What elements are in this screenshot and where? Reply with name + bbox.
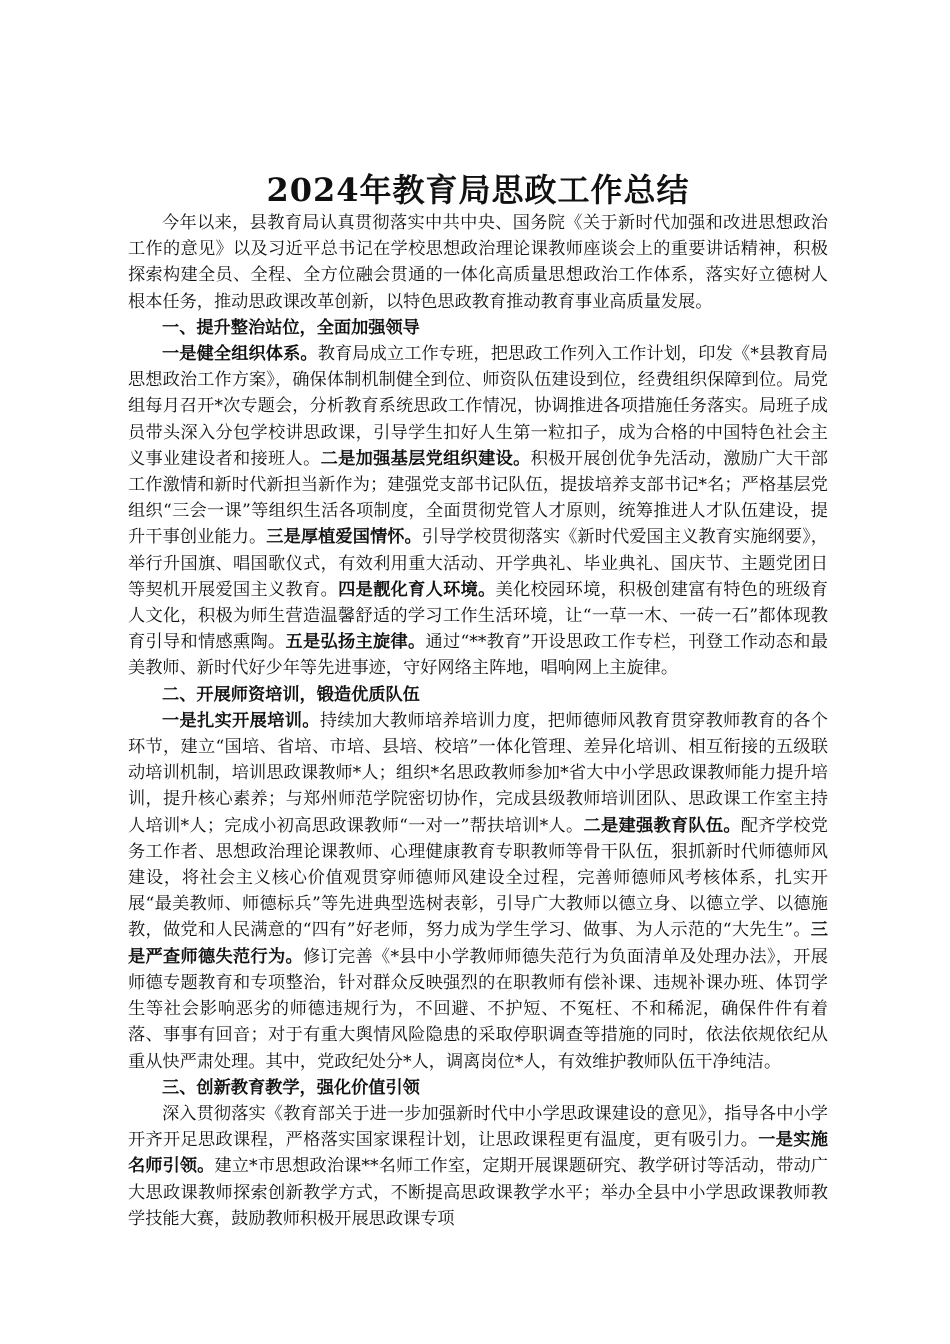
body-text: 美化校园环境，积极创建富有特色的班级育人文化，积极为师生营造温馨舒适的学习工作生活环境，让“一草一木、一砖一石”都体现教育引导和情感熏陶。 [128,579,828,653]
section-2-paragraph [128,708,828,1075]
section-heading-3: 三、创新教育教学，强化价值引领 [162,1077,420,1098]
lead-phrase: 二是加强基层党组织建设。 [320,448,531,469]
intro-paragraph: 今年以来，县教育局认真贯彻落实中共中央、国务院《关于新时代加强和改进思想政治工作的意见》以及习近平总书记在学校思想政治理论课教师座谈会上的重要讲话精神，积极探索构建全员、全程、全方位融会贯通的一体化高质量思想政治工作体系，落实好立德树人根本任务，推动思政课改革创新，以特色思政教育推动教育事业高质量发展。 [128,213,828,312]
section-heading-2: 二、开展师资培训，锻造优质队伍 [162,684,420,705]
body-text: 积极开展创优争先活动，激励广大干部工作激情和新时代新担当新作为；建强党支部书记队伍，提拔培养支部书记*名；严格基层党组织“三会一课”等组织生活各项制度，全面贯彻党管人才原则，统筹推进人才队伍建设，提升干事创业能力。 [128,448,828,548]
document-title: 2024年教育局思政工作总结 [266,171,690,209]
body-text: 配齐学校党务工作者、思想政治理论课教师、心理健康教育专职教师等骨干队伍，狠抓新时代师德师风建设，将社会主义核心价值观贯穿师德师风建设全过程，完善师德师风考核体系，扎实开展“最美教师、师德标兵”等先进典型选树表彰，引导广大教师以德立身、以德立学、以德施教，做党和人民满意的“四有”好老师，努力成为学生学习、做事、为人示范的“大先生”。 [128,815,828,941]
section-heading-1: 一、提升整治站位，全面加强领导 [162,317,420,338]
lead-phrase: 五是弘扬主旋律。 [285,632,426,653]
lead-phrase: 二是建强教育队伍。 [583,815,741,836]
body-text: 通过“**教育”开设思政工作专栏，刊登工作动态和最美教师、新时代好少年等先进事迹，守好网络主阵地，唱响网上主旋律。 [128,632,828,679]
body-text: 建立*市思想政治课**名师工作室，定期开展课题研究、教学研讨等活动，带动广大思政课教师探索创新教学方式，不断提高思政课教学水平；举办全县中小学思政课教师教学技能大赛，鼓励教师积极开展思政课专项 [128,1156,828,1229]
lead-phrase: 一是健全组织体系。 [162,344,318,365]
document-page [128,170,828,1232]
body-text: 教育局成立工作专班，把思政工作列入工作计划，印发《*县教育局思想政治工作方案》，确保体制机制健全到位、师资队伍建设到位，经费组织保障到位。局党组每月召开*次专题会，分析教育系统思政工作情况，协调推进各项措施任务落实。局班子成员带头深入分包学校讲思政课，引导学生扣好人生第一粒扣子，成为合格的中国特色社会主义事业建设者和接班人。 [128,344,828,469]
lead-phrase: 一是实施名师引领。 [128,1130,828,1177]
lead-phrase: 四是靓化育人环境。 [338,579,496,600]
body-text: 引导学校贯彻落实《新时代爱国主义教育实施纲要》，举行升国旗、唱国歌仪式，有效利用重大活动、开学典礼、毕业典礼、国庆节、主题党团日等契机开展爱国主义教育。 [128,527,828,600]
lead-phrase: 三是严查师德失范行为。 [128,920,828,967]
section-1-paragraph [128,341,828,682]
section-3-paragraph [128,1101,828,1232]
body-text: 修订完善《*县中小学教师师德失范行为负面清单及处理办法》，开展师德专题教育和专项整治，针对群众反映强烈的在职教师有偿补课、违规补课办班、体罚学生等社会影响恶劣的师德违规行为，不回避、不护短、不冤枉、不和稀泥，确保件件有着落、事事有回音；对于有重大舆情风险隐患的采取停职调查等措施的同时，依法依规依纪从重从快严肃处理。其中，党政纪处分*人，调离岗位*人，有效维护教师队伍干净纯洁。 [128,946,828,1072]
lead-phrase: 一是扎实开展培训。 [162,710,320,731]
body-text: 深入贯彻落实《教育部关于进一步加强新时代中小学思政课建设的意见》，指导各中小学开齐开足思政课程，严格落实国家课程计划，让思政课程更有温度，更有吸引力。 [128,1103,828,1151]
lead-phrase: 三是厚植爱国情怀。 [266,527,422,548]
body-text: 持续加大教师培养培训力度，把师德师风教育贯穿教师教育的各个环节，建立“国培、省培、市培、县培、校培”一体化管理、差异化培训、相互衔接的五级联动培训机制，培训思政课教师*人；组织*名思政教师参加*省大中小学思政课教师能力提升培训，提升核心素养；与郑州师范学院密切协作，完成县级教师培训团队、思政课工作室主持人培训*人；完成小初高思政课教师“一对一”帮扶培训*人。 [128,710,828,836]
